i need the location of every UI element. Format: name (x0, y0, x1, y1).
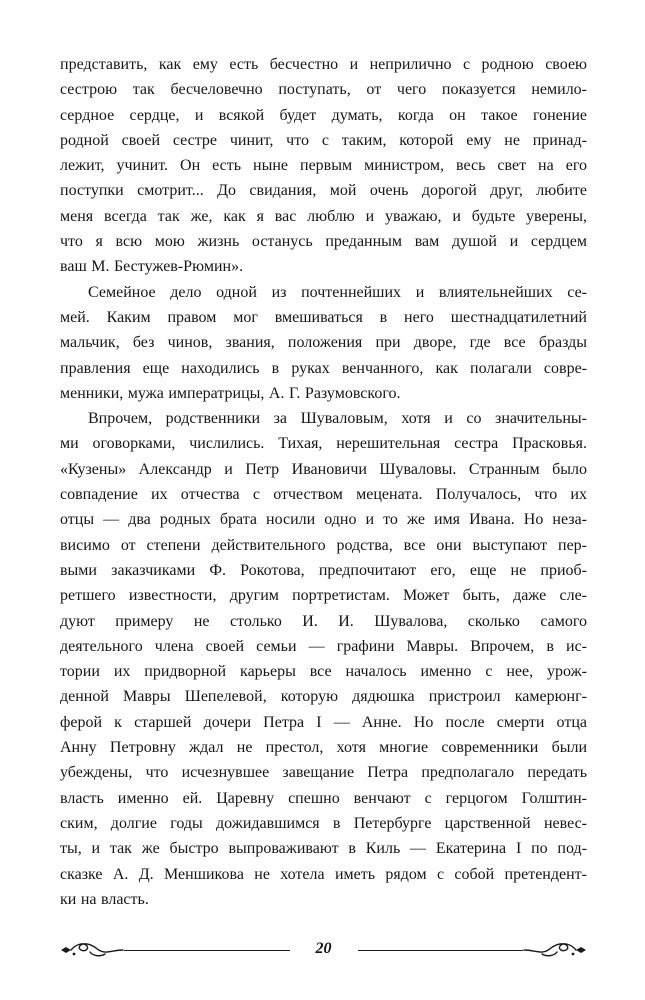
text-line: власть именно ей. Царевну спешно венчают с герцогом Голштин- (60, 789, 587, 807)
text-line: денной Мавры Шепелевой, которую дядюшка пристроил камерюнг- (60, 688, 587, 706)
footer-flourish-icon (523, 941, 587, 959)
text-line: тории их придворной карьеры все началось именно с нее, урож- (60, 663, 587, 681)
paragraph (60, 406, 587, 912)
page-text (60, 52, 587, 912)
text-line: ми оговорками, числились. Тихая, нерешительная сестра Прасковья. (60, 435, 587, 453)
text-line: Семейное дело одной из почтеннейших и влиятельнейших се- (88, 283, 587, 301)
text-line: сказке А. Д. Меншикова не хотела иметь рядом с собой претендент- (60, 865, 587, 883)
text-line: висимо от степени действительного родства, все они выступают пер- (60, 536, 587, 554)
text-line: «Кузены» Александр и Петр Ивановичи Шуваловы. Странным было (60, 460, 587, 478)
paragraph (60, 280, 587, 406)
text-line: дуют примеру не столько И. И. Шувалова, сколько самого (60, 612, 587, 630)
footer-right-rule-group (358, 941, 588, 959)
page-footer (60, 938, 587, 962)
footer-left-rule-group (60, 941, 290, 959)
text-line: выми заказчиками Ф. Рокотова, предпочитают его, еще не приоб- (60, 561, 587, 579)
text-line: родной своей сестре чинит, что с таким, которой ему не принад- (60, 131, 587, 149)
text-line: менники, мужа императрицы, А. Г. Разумовского. (60, 384, 401, 402)
text-line: ретшего известности, другим портретистам. Может быть, даже сле- (60, 587, 587, 605)
text-line: деятельного члена своей семьи — графини Мавры. Впрочем, в ис- (60, 637, 587, 655)
text-line: совпадение их отчества с отчеством мецената. Получалось, что их (60, 486, 587, 504)
text-line: убеждены, что исчезнувшее завещание Петра предполагало передать (60, 764, 587, 782)
text-line: ферой к старшей дочери Петра I — Анне. Но после смерти отца (60, 713, 587, 731)
text-line: мальчик, без чинов, звания, положения при дворе, где все бразды (60, 334, 587, 352)
text-line: ским, долгие годы дожидавшимся в Петербурге царственной невес- (60, 814, 587, 832)
text-line: сестрою так бесчеловечно поступать, от чего показуется немило- (60, 81, 587, 99)
text-line: что я всю мою жизнь останусь преданным вам душой и сердцем (60, 233, 587, 251)
text-line: поступки смотрит... До свидания, мой очень дорогой друг, любите (60, 182, 587, 200)
text-line: Анну Петровну ждал не престол, хотя многие современники были (60, 739, 587, 757)
paragraph (60, 52, 587, 280)
text-line: мей. Каким правом мог вмешиваться в него шестнадцатилетний (60, 308, 587, 326)
text-line: ты, и так же быстро выпроваживают в Киль — Екатерина I по под- (60, 840, 587, 858)
footer-rule-left (124, 950, 290, 951)
footer-flourish-icon (60, 941, 124, 959)
text-line: Впрочем, родственники за Шуваловым, хотя и со значительны- (88, 410, 587, 428)
text-line: ки на власть. (60, 890, 149, 908)
text-line: отцы — два родных брата носили одно и то же имя Ивана. Но неза- (60, 511, 587, 529)
text-line: ваш М. Бестужев-Рюмин». (60, 258, 244, 276)
text-line: правления еще находились в руках венчанного, как полагали совре- (60, 359, 587, 377)
page-number: 20 (315, 940, 332, 958)
footer-rule-right (358, 950, 524, 951)
text-line: лежит, учинит. Он есть ныне первым министром, весь свет на его (60, 157, 587, 175)
text-line: сердное сердце, и всякой будет думать, когда он такое гонение (60, 106, 587, 124)
text-line: меня всегда так же, как я вас люблю и уважаю, и будьте уверены, (60, 207, 587, 225)
text-line: представить, как ему есть бесчестно и неприлично с родною своею (60, 56, 587, 73)
